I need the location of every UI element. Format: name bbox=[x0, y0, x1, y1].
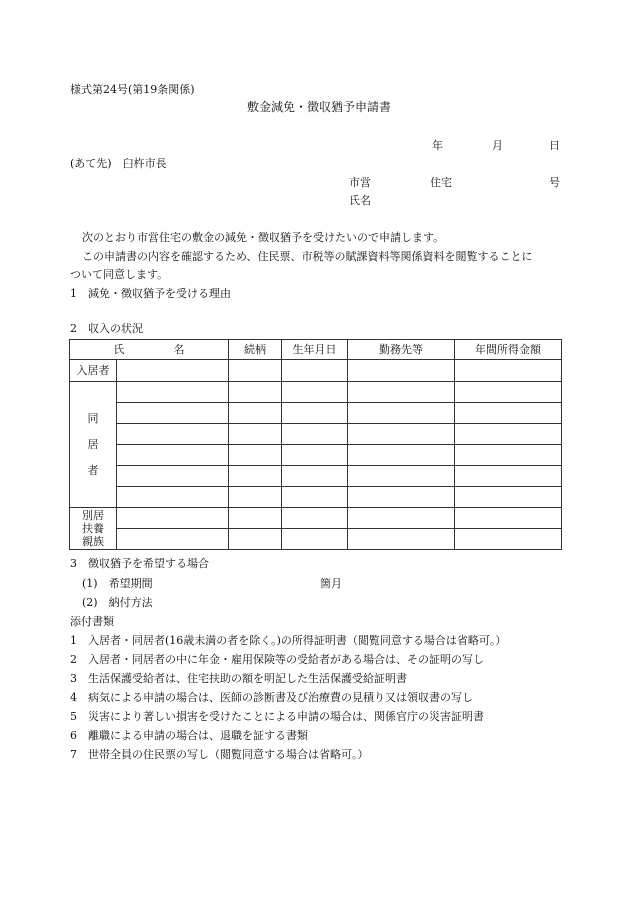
table-cell[interactable] bbox=[117, 403, 229, 424]
header-birth: 生年月日 bbox=[282, 340, 348, 360]
table-row bbox=[70, 382, 562, 403]
table-row bbox=[70, 424, 562, 445]
table-cell[interactable] bbox=[282, 403, 348, 424]
table-header-row bbox=[70, 340, 562, 360]
desired-period-label: (1) 希望期間 bbox=[82, 577, 153, 590]
table-cell[interactable] bbox=[229, 382, 282, 403]
table-cell[interactable] bbox=[455, 424, 562, 445]
resident-label: 入居者 bbox=[70, 360, 117, 382]
table-cell[interactable] bbox=[348, 508, 455, 529]
table-cell[interactable] bbox=[348, 403, 455, 424]
applicant-city-housing-label: 市営 bbox=[349, 176, 371, 189]
payment-method-label: (2) 納付方法 bbox=[82, 596, 153, 609]
section-3-heading: 3 徴収猶予を希望する場合 bbox=[70, 557, 209, 570]
table-row bbox=[70, 445, 562, 466]
table-cell[interactable] bbox=[229, 445, 282, 466]
header-relation: 続柄 bbox=[229, 340, 282, 360]
table-cell[interactable] bbox=[117, 360, 229, 382]
table-cell[interactable] bbox=[455, 466, 562, 487]
table-cell[interactable] bbox=[455, 403, 562, 424]
addressee: (あて先) 臼杵市長 bbox=[70, 157, 167, 170]
header-name-left: 氏 bbox=[113, 342, 125, 356]
table-cell[interactable] bbox=[229, 508, 282, 529]
table-cell[interactable] bbox=[455, 445, 562, 466]
table-cell[interactable] bbox=[229, 360, 282, 382]
body-line-2: この申請書の内容を確認するため、住民票、市税等の賦課資料等関係資料を閲覧することに bbox=[82, 250, 533, 263]
table-cell[interactable] bbox=[282, 529, 348, 550]
table-cell[interactable] bbox=[455, 360, 562, 382]
section-2-heading: 2 収入の状況 bbox=[70, 322, 143, 335]
table-cell[interactable] bbox=[348, 424, 455, 445]
header-workplace: 勤務先等 bbox=[348, 340, 455, 360]
date-year-label: 年 bbox=[432, 139, 443, 152]
table-cell[interactable] bbox=[117, 424, 229, 445]
table-cell[interactable] bbox=[282, 382, 348, 403]
table-cell[interactable] bbox=[348, 529, 455, 550]
table-cell[interactable] bbox=[455, 487, 562, 508]
table-cell[interactable] bbox=[117, 508, 229, 529]
form-number: 様式第24号(第19条関係) bbox=[70, 83, 195, 96]
table-row bbox=[70, 529, 562, 550]
attachment-item: 1 入居者・同居者(16歳未満の者を除く。)の所得証明書（閲覧同意する場合は省略可。） bbox=[70, 634, 507, 647]
table-row bbox=[70, 360, 562, 382]
table-cell[interactable] bbox=[282, 424, 348, 445]
attachments-heading: 添付書類 bbox=[70, 615, 114, 628]
attachment-item: 4 病気による申請の場合は、医師の診断書及び治療費の見積り又は領収書の写し bbox=[70, 691, 473, 704]
body-line-3: ついて同意します。 bbox=[70, 268, 169, 281]
table-row bbox=[70, 403, 562, 424]
table-cell[interactable] bbox=[348, 360, 455, 382]
section-1-heading: 1 減免・徴収猶予を受ける理由 bbox=[70, 287, 231, 300]
attachment-item: 7 世帯全員の住民票の写し（閲覧同意する場合は省略可。） bbox=[70, 748, 369, 761]
table-cell[interactable] bbox=[117, 382, 229, 403]
table-cell[interactable] bbox=[455, 529, 562, 550]
attachment-item: 2 入居者・同居者の中に年金・雇用保険等の受給者がある場合は、その証明の写し bbox=[70, 653, 484, 666]
table-cell[interactable] bbox=[455, 508, 562, 529]
separate-dependents-label bbox=[70, 508, 117, 550]
body-line-1: 次のとおり市営住宅の敷金の減免・徴収猶予を受けたいので申請します。 bbox=[82, 231, 445, 244]
table-cell[interactable] bbox=[229, 487, 282, 508]
date-day-label: 日 bbox=[549, 139, 560, 152]
table-cell[interactable] bbox=[117, 529, 229, 550]
table-cell[interactable] bbox=[229, 403, 282, 424]
header-name-right: 名 bbox=[173, 342, 185, 356]
applicant-number-label: 号 bbox=[549, 176, 560, 189]
header-name bbox=[70, 340, 229, 360]
table-row bbox=[70, 466, 562, 487]
table-cell[interactable] bbox=[282, 466, 348, 487]
table-cell[interactable] bbox=[282, 487, 348, 508]
cohabitant-char: 同 bbox=[87, 411, 99, 425]
table-cell[interactable] bbox=[282, 445, 348, 466]
table-row bbox=[70, 487, 562, 508]
attachment-item: 3 生活保護受給者は、住宅扶助の額を明記した生活保護受給証明書 bbox=[70, 672, 407, 685]
table-cell[interactable] bbox=[117, 466, 229, 487]
table-cell[interactable] bbox=[455, 382, 562, 403]
table-cell[interactable] bbox=[348, 487, 455, 508]
income-table bbox=[69, 339, 562, 550]
table-cell[interactable] bbox=[348, 382, 455, 403]
cohabitant-char: 居 bbox=[87, 437, 99, 451]
table-cell[interactable] bbox=[348, 466, 455, 487]
applicant-name-label: 氏名 bbox=[349, 194, 371, 207]
cohabitant-char: 者 bbox=[87, 463, 99, 477]
attachment-item: 6 離職による申請の場合は、退職を証する書類 bbox=[70, 729, 308, 742]
table-cell[interactable] bbox=[117, 487, 229, 508]
attachment-item: 5 災害により著しい損害を受けたことによる申請の場合は、関係官庁の災害証明書 bbox=[70, 710, 484, 723]
form-title: 敷金減免・徴収猶予申請書 bbox=[247, 100, 392, 114]
table-cell[interactable] bbox=[229, 466, 282, 487]
date-month-label: 月 bbox=[492, 139, 503, 152]
separate-dependents-text: 別居扶養親族 bbox=[82, 509, 104, 548]
applicant-housing-label: 住宅 bbox=[430, 176, 452, 189]
table-cell[interactable] bbox=[282, 508, 348, 529]
table-row bbox=[70, 508, 562, 529]
table-cell[interactable] bbox=[117, 445, 229, 466]
header-income: 年間所得金額 bbox=[455, 340, 562, 360]
cohabitant-label bbox=[70, 382, 117, 508]
months-label: 箇月 bbox=[320, 577, 342, 590]
table-cell[interactable] bbox=[348, 445, 455, 466]
table-cell[interactable] bbox=[282, 360, 348, 382]
table-cell[interactable] bbox=[229, 424, 282, 445]
table-cell[interactable] bbox=[229, 529, 282, 550]
